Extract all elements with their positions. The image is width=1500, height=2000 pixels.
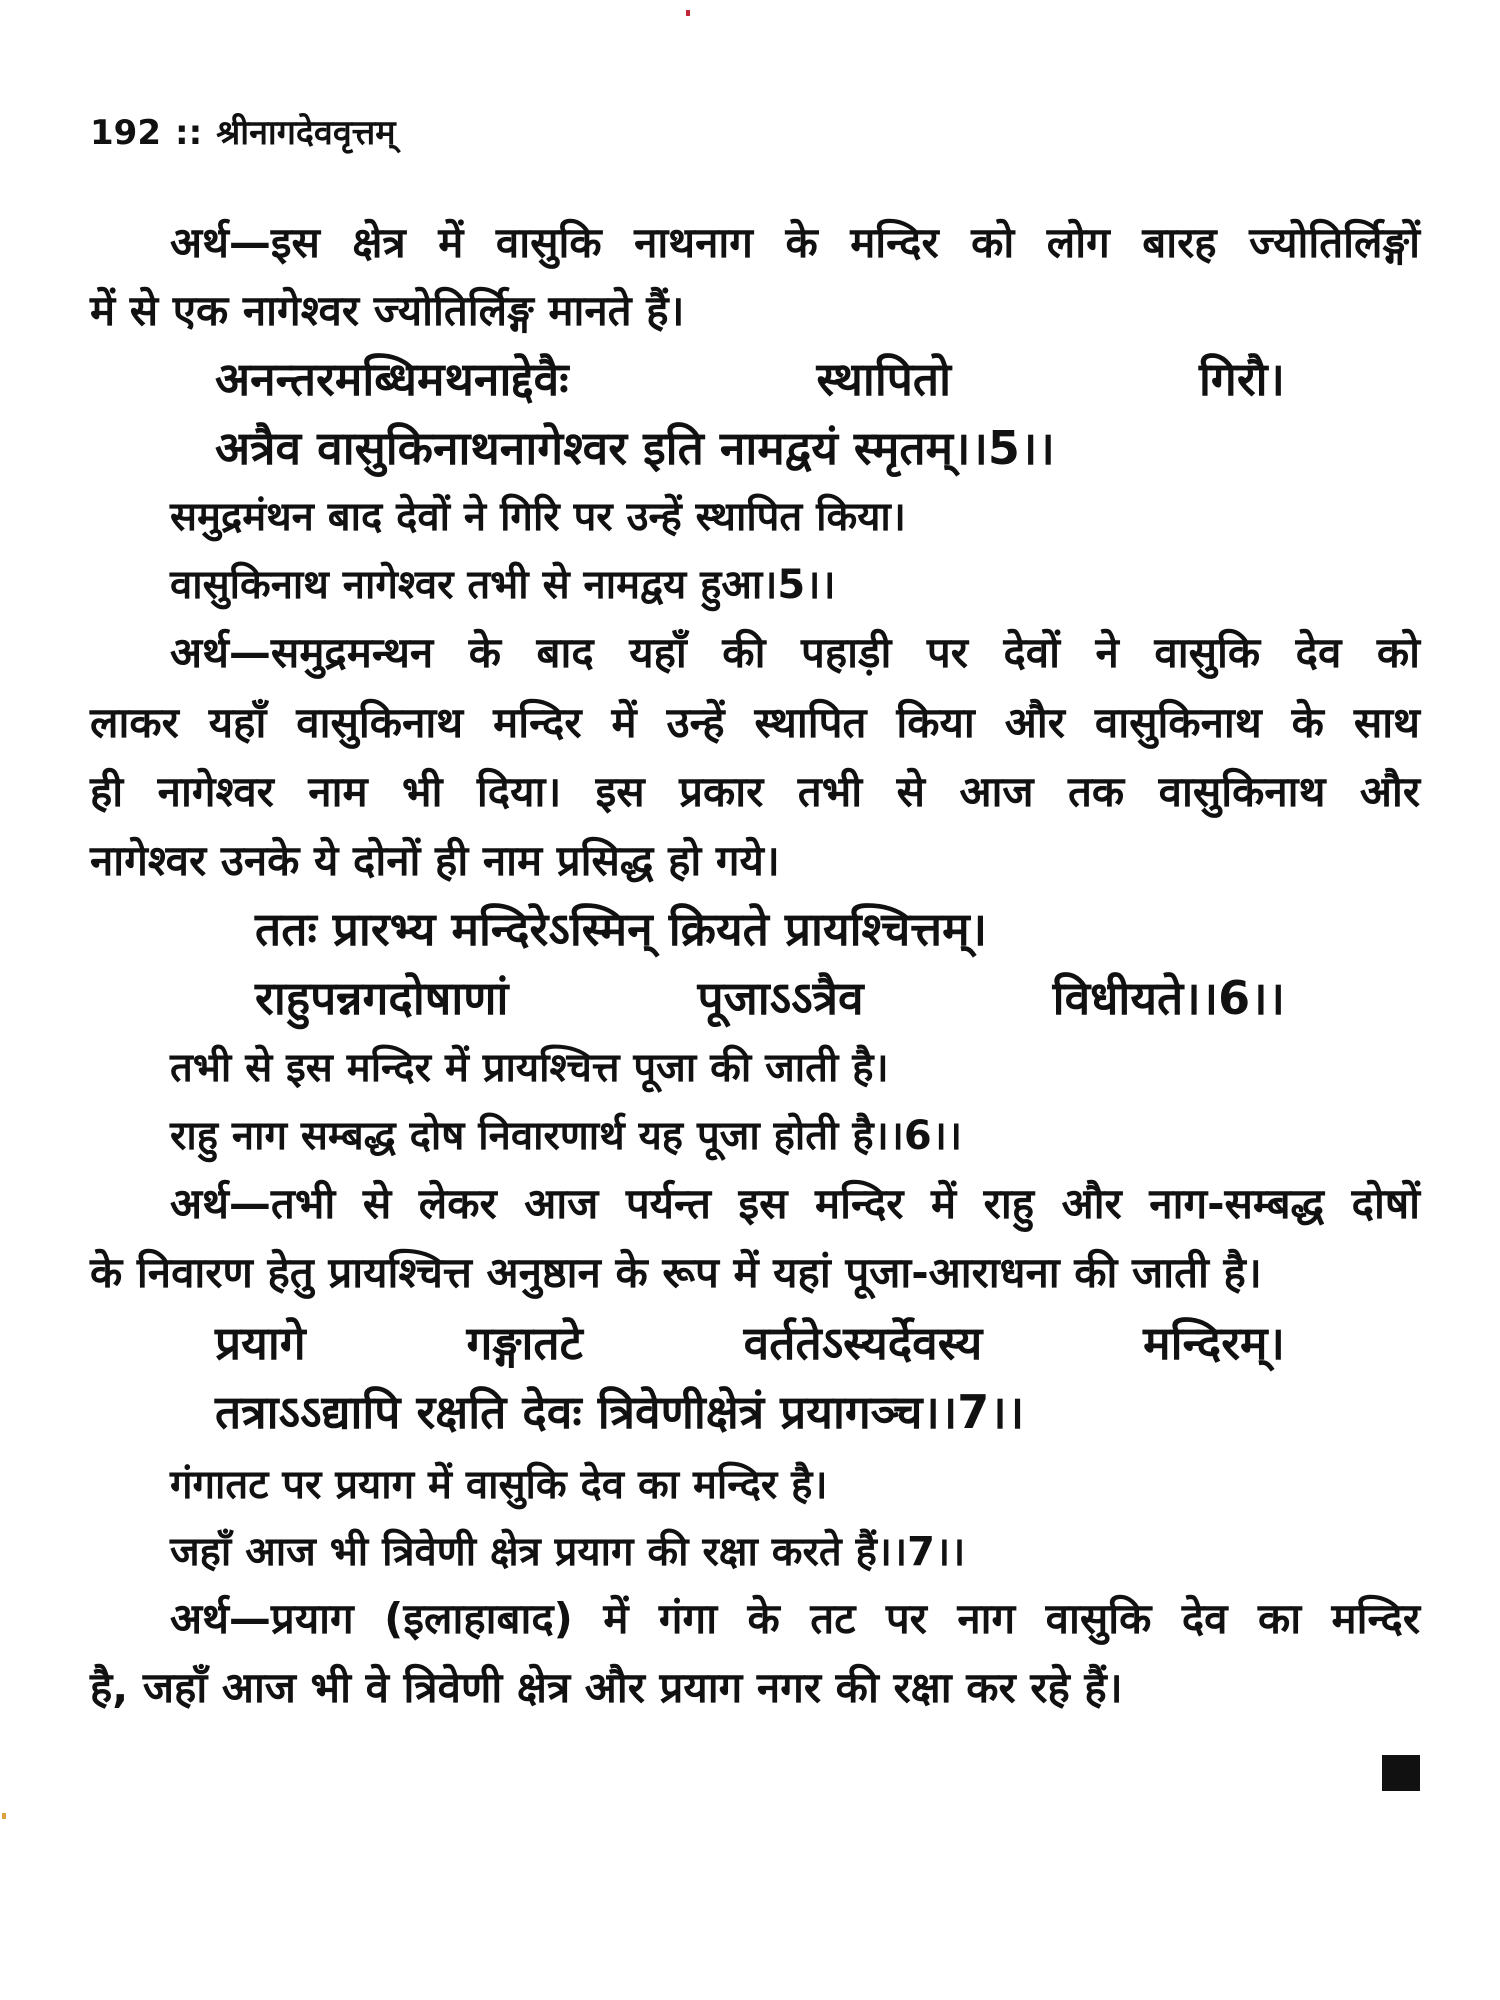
paragraph-line: है, जहाँ आज भी वे त्रिवेणी क्षेत्र और प्रयाग नगर की रक्षा कर रहे हैं। — [90, 1663, 1123, 1712]
verse-word: पूजाऽऽत्रैव — [697, 971, 864, 1025]
paragraph-line: अर्थ—तभी से लेकर आज पर्यन्त इस मन्दिर में राहु और नाग-सम्बद्ध दोषों — [170, 1179, 1420, 1228]
verse-word: विधीयते।।6।। — [1052, 971, 1285, 1025]
verse-word: गिरौ। — [1199, 352, 1285, 406]
translation-line: जहाँ आज भी त्रिवेणी क्षेत्र प्रयाग की रक्षा करते हैं।।7।। — [170, 1529, 966, 1575]
translation-line: समुद्रमंथन बाद देवों ने गिरि पर उन्हें स्थापित किया। — [170, 494, 906, 540]
header-separator: :: — [174, 113, 203, 153]
verse-word: अनन्तरमब्धिमथनाद्देवैः — [215, 352, 569, 406]
translation-line: तभी से इस मन्दिर में प्रायश्चित्त पूजा की जाती है। — [170, 1045, 889, 1091]
verse-line: तत्राऽऽद्यापि रक्षति देवः त्रिवेणीक्षेत्रं प्रयागञ्च।।7।। — [215, 1385, 1025, 1439]
verse-line — [215, 352, 1285, 406]
ink-speck — [686, 10, 690, 16]
verse-word: स्थापितो — [816, 352, 951, 406]
verse-line — [255, 971, 1285, 1025]
paragraph-line: अर्थ—प्रयाग (इलाहाबाद) में गंगा के तट पर नाग वासुकि देव का मन्दिर — [170, 1594, 1420, 1643]
verse-word: मन्दिरम्। — [1143, 1316, 1285, 1370]
paragraph-line: के निवारण हेतु प्रायश्चित्त अनुष्ठान के रूप में यहां पूजा-आराधना की जाती है। — [90, 1248, 1262, 1297]
paragraph-line: में से एक नागेश्वर ज्योतिर्लिङ्ग मानते हैं। — [90, 286, 685, 335]
paragraph-line: लाकर यहाँ वासुकिनाथ मन्दिर में उन्हें स्थापित किया और वासुकिनाथ के साथ — [90, 698, 1420, 747]
translation-line: राहु नाग सम्बद्ध दोष निवारणार्थ यह पूजा होती है।।6।। — [170, 1113, 963, 1159]
translation-line: वासुकिनाथ नागेश्वर तभी से नामद्वय हुआ।5।। — [170, 562, 836, 608]
ink-speck — [2, 1813, 6, 1819]
book-title: श्रीनागदेववृत्तम् — [216, 113, 396, 153]
paragraph-line: नागेश्वर उनके ये दोनों ही नाम प्रसिद्ध हो गये। — [90, 836, 780, 885]
verse-word: गङ्गातटे — [466, 1316, 583, 1370]
verse-line — [215, 1316, 1285, 1370]
verse-word: प्रयागे — [215, 1316, 306, 1370]
verse-line: अत्रैव वासुकिनाथनागेश्वर इति नामद्वयं स्मृतम्।।5।। — [215, 421, 1055, 475]
verse-word: वर्ततेऽस्यर्देवस्य — [743, 1316, 983, 1370]
running-header — [90, 108, 396, 154]
end-of-section-square-icon — [1382, 1755, 1420, 1791]
page-number: 192 — [90, 113, 161, 153]
paragraph-line: अर्थ—इस क्षेत्र में वासुकि नाथनाग के मन्दिर को लोग बारह ज्योतिर्लिङ्गों — [170, 218, 1420, 267]
paragraph-line: ही नागेश्वर नाम भी दिया। इस प्रकार तभी से आज तक वासुकिनाथ और — [90, 767, 1420, 816]
paragraph-line: अर्थ—समुद्रमन्थन के बाद यहाँ की पहाड़ी पर देवों ने वासुकि देव को — [170, 628, 1420, 677]
verse-line: ततः प्रारभ्य मन्दिरेऽस्मिन् क्रियते प्रायश्चित्तम्। — [255, 902, 988, 956]
verse-word: राहुपन्नगदोषाणां — [255, 971, 509, 1025]
translation-line: गंगातट पर प्रयाग में वासुकि देव का मन्दिर है। — [170, 1462, 828, 1508]
